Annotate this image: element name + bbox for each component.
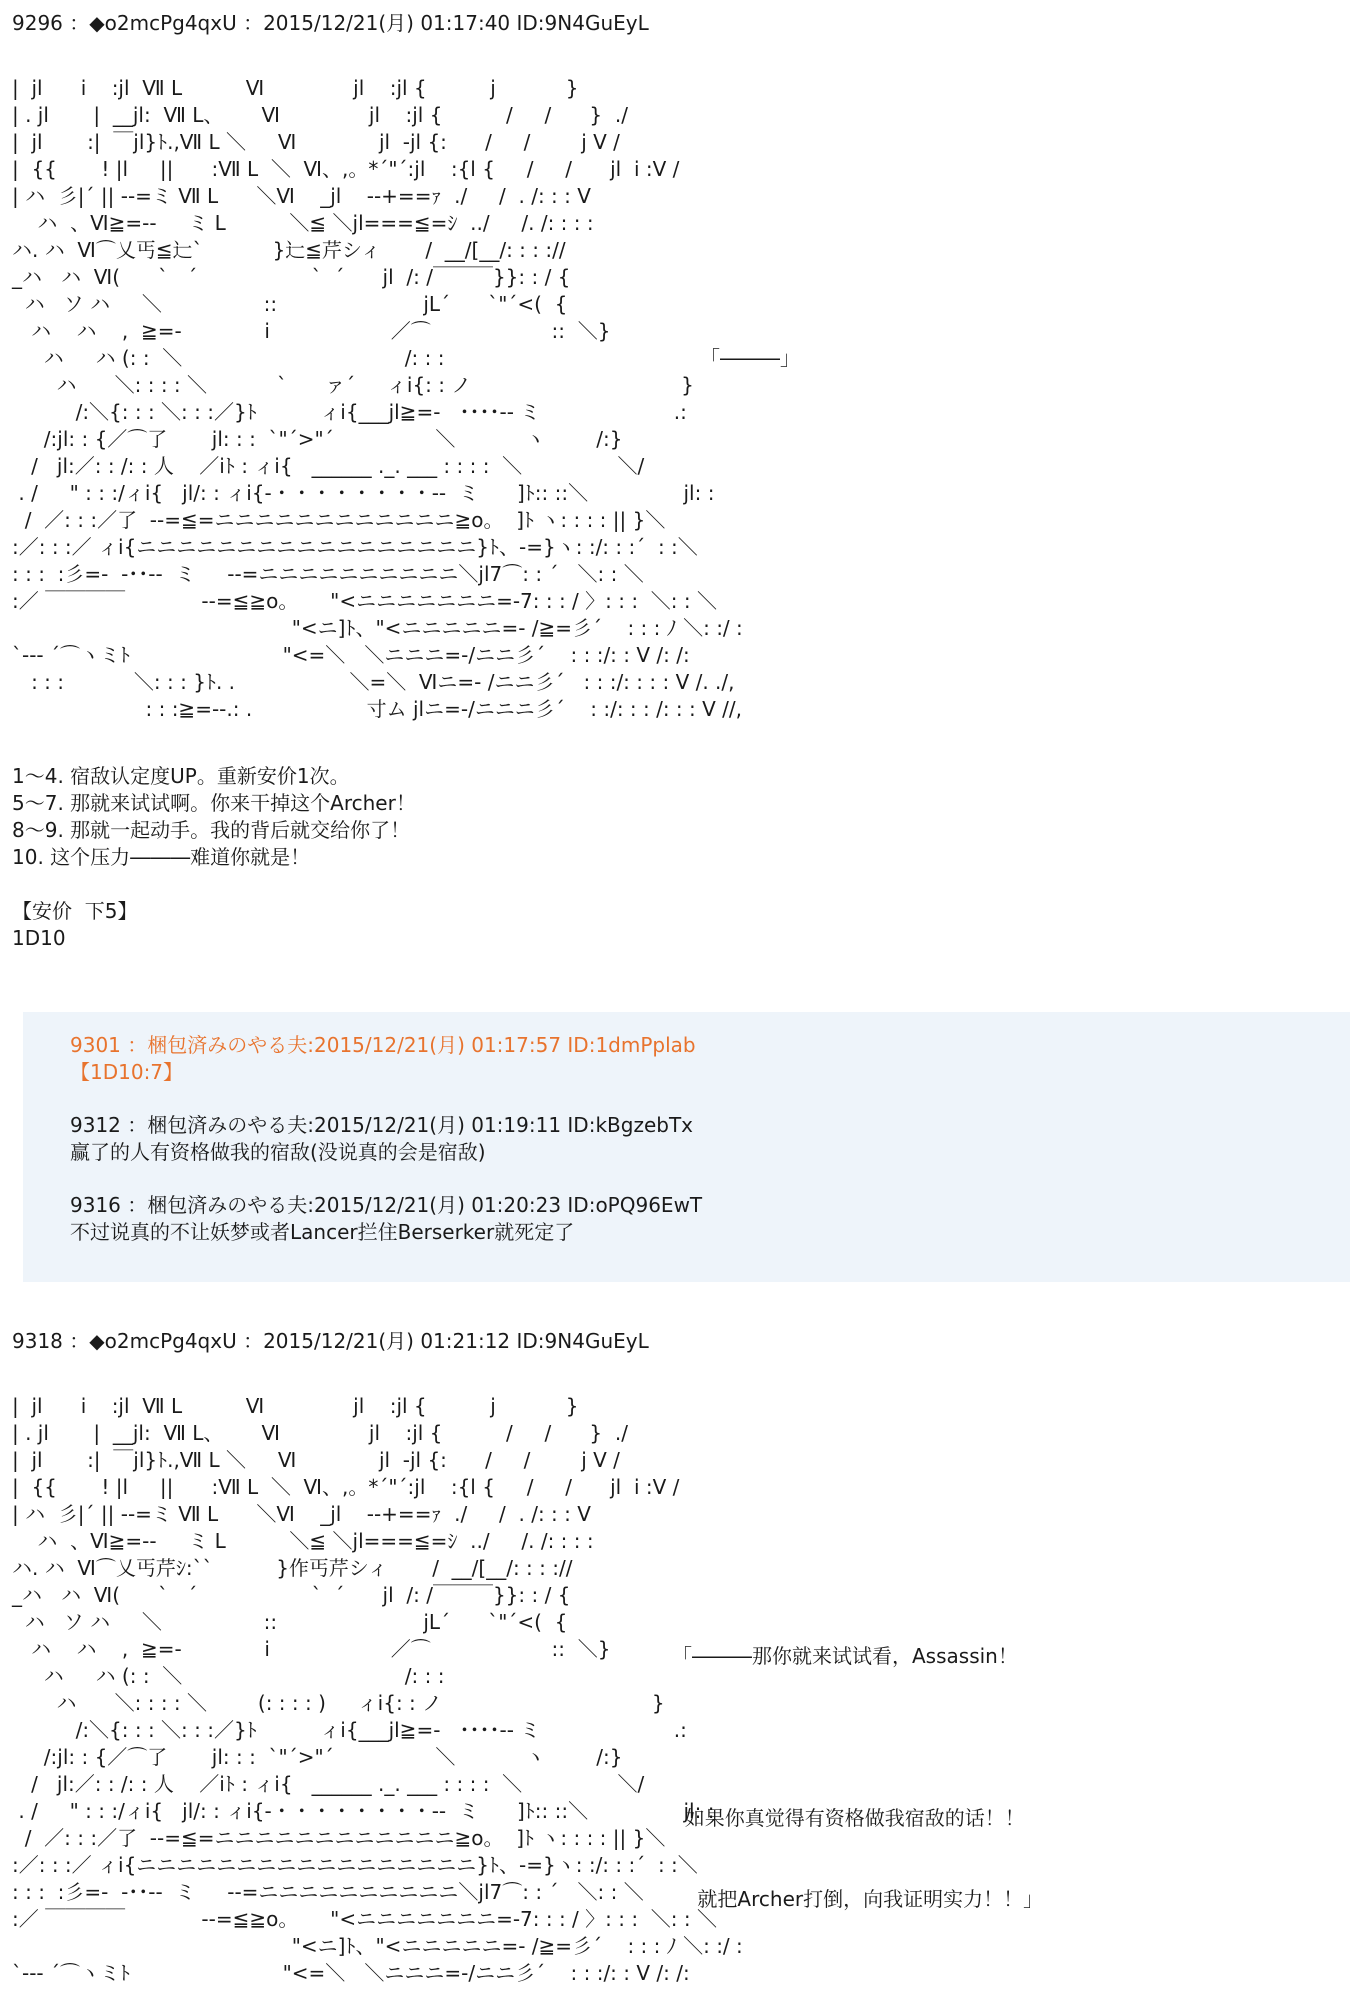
choice-list <box>12 763 1342 871</box>
anchor-note <box>12 898 1342 952</box>
reply-header: 9316 ：梱包済みのやる夫:2015/12/21(月) 01:20:23 ID:oPQ96EwT <box>70 1193 703 1217</box>
dice-label: 1D10 <box>12 926 66 950</box>
dialog-line <box>672 1724 1043 1751</box>
reply-body: 不过说真的不让妖梦或者Lancer拦住Berserker就死定了 <box>70 1220 575 1244</box>
ascii-art-block <box>12 75 1342 723</box>
dialog-line: 就把Archer打倒，向我证明实力！！」 <box>672 1887 1044 1911</box>
reply-header: 9312 ：梱包済みのやる夫:2015/12/21(月) 01:19:11 ID:kBgzebTx <box>70 1113 693 1137</box>
choice-item: 10. 这个压力―――难道你就是！ <box>12 845 311 869</box>
choice-item: 8～9. 那就一起动手。我的背后就交给你了！ <box>12 818 411 842</box>
reply-body: 【1D10:7】 <box>70 1060 184 1084</box>
ascii-art: | jl i :jl Ⅶ L Ⅵ jl :jl { j } | . jl | __jl: Ⅶ L、 Ⅵ jl :jl { / / } ./ | jl :| ￣jl}ﾄ.,Ⅶ L ＼ Ⅵ jl -jl {: / / j Ⅴ / | {{ ! |l || :Ⅶ L ＼ Ⅵ、,。*´"´:jl :{l { / / jl i :Ⅴ / | ハ 彡|´ || --=ミ Ⅶ L ＼Ⅵ _jl --+==ｧ ./ / . /: : : Ⅴ ハ 、Ⅵ≧=-- ミ L ＼≦ ＼jl===≦=ｼ ../ /. /: : : : ハ. ハ Ⅵ⌒乂丐芹ｼ:`` }作丐芹シィ / __/[__/: : : :// _ハ ハ Ⅵ( ` ´ ` ´ jl /: /￣￣￣}}: : / { ハ ソ ハ ＼ :: jL´ `"´<( { ハ ハ , ≧=- i ／⌒ :: ＼} ハ ハ (: : ＼ /: : : ハ ＼: : : : ＼ (: : : : ) ィi{: : ノ } /:＼{: : : ＼: : :／}ﾄ ィi{___jl≧=- ････-- ミ .: /:jl: : {／⌒了 jl: : : `"´>"´ ＼ ヽ /:} / jl:／: : /: : 人 ／iﾄ : ィi{ ______ ._. ___ : : : : ＼ ＼/ . / " : : :/ィi{ jl/: : ィi{-・・・・・・・・-- ミ ]ﾄ:: ::＼ jl: : / ／: : :／了 --=≦=ニニニニニニニニニニニニ≧o。 ]ﾄ ヽ: : : : || }＼ :／: : :／ ィi{ニニニニニニニニニニニニニニニニニ}ﾄ、-=}ヽ: :/: : :´ : :＼ : : : :彡=- -･･-- ミ --=ニニニニニニニニニニ＼jl7⌒: : ´ ＼: : ＼ :／ ￣￣￣￣ --=≦≧o。 "<ニニニニニニニ=-7: : : / 〉: : : ＼: : ＼ "<ニ]ﾄ、"<ニニニニニ=- /≧=彡´ : : : ﾉ ＼: :/ : `--- ´⌒ヽミﾄ "<=＼ ＼ニニニ=-/ニニ彡´ : : :/: : Ⅴ /: /: <box>12 1394 743 1985</box>
post-9318 <box>12 1328 1342 1987</box>
reply-9312 <box>70 1112 1330 1166</box>
reply-list <box>70 1032 1330 1272</box>
post-header: 9296 ：◆o2mcPg4qxU ：2015/12/21(月) 01:17:40 ID:9N4GuEyL <box>12 11 649 35</box>
anchor-label: 【安价 下5】 <box>12 899 138 923</box>
reply-header: 9301 ：梱包済みのやる夫:2015/12/21(月) 01:17:57 ID:1dmPplab <box>70 1033 696 1057</box>
dialog-line: 「―――那你就来试试看，Assassin！ <box>672 1644 1018 1668</box>
reply-body: 赢了的人有资格做我的宿敌(没说真的会是宿敌) <box>70 1140 486 1164</box>
dialog-line: 如果你真觉得有资格做我宿敌的话！！ <box>672 1806 1025 1830</box>
reply-box <box>23 1012 1350 1282</box>
post-9296 <box>12 10 1342 952</box>
reply-9301 <box>70 1032 1330 1086</box>
choice-item: 1～4. 宿敌认定度UP。重新安价1次。 <box>12 764 350 788</box>
ascii-art: | jl i :jl Ⅶ L Ⅵ jl :jl { j } | . jl | __jl: Ⅶ L、 Ⅵ jl :jl { / / } ./ | jl :| ￣jl}ﾄ.,Ⅶ L ＼ Ⅵ jl -jl {: / / j Ⅴ / | {{ ! |l || :Ⅶ L ＼ Ⅵ、,。*´"´:jl :{l { / / jl i :Ⅴ / | ハ 彡|´ || --=ミ Ⅶ L ＼Ⅵ _jl --+==ｧ ./ / . /: : : Ⅴ ハ 、Ⅵ≧=-- ミ L ＼≦ ＼jl===≦=ｼ ../ /. /: : : : ハ. ハ Ⅵ⌒乂丐≦辷` }辷≦芹シィ / __/[__/: : : :// _ハ ハ Ⅵ( ` ´ ` ´ jl /: /￣￣￣}}: : / { ハ ソ ハ ＼ :: jL´ `"´<( { ハ ハ , ≧=- i ／⌒ :: ＼} ハ ハ (: : ＼ /: : : ハ ＼: : : : ＼ ` ァ´ ィi{: : ノ } /:＼{: : : ＼: : :／}ﾄ ィi{___jl≧=- ････-- ミ .: /:jl: : {／⌒了 jl: : : `"´>"´ ＼ ヽ /:} / jl:／: : /: : 人 ／iﾄ : ィi{ ______ ._. ___ : : : : ＼ ＼/ . / " : : :/ィi{ jl/: : ィi{-・・・・・・・・-- ミ ]ﾄ:: ::＼ jl: : / ／: : :／了 --=≦=ニニニニニニニニニニニニ≧o。 ]ﾄ ヽ: : : : || }＼ :／: : :／ ィi{ニニニニニニニニニニニニニニニニニ}ﾄ、-=}ヽ: :/: : :´ : :＼ : : : :彡=- -･･-- ミ --=ニニニニニニニニニニ＼jl7⌒: : ´ ＼: : ＼ :／ ￣￣￣￣ --=≦≧o。 "<ニニニニニニニ=-7: : : / 〉: : : ＼: : ＼ "<ニ]ﾄ、"<ニニニニニ=- /≧=彡´ : : : ﾉ ＼: :/ : `--- ´⌒ヽミﾄ "<=＼ ＼ニニニ=-/ニニ彡´ : : :/: : Ⅴ /: /: : : : ＼: : : }ﾄ. . ＼=＼ Ⅵニ=- /ニニ彡´ : : :/: : : : Ⅴ /. ./, : : :≧=--.: . 寸ム jlニ=-/ニニニ彡´ : :/: : : /: : : Ⅴ //, <box>12 76 743 721</box>
post-header: 9318 ：◆o2mcPg4qxU ：2015/12/21(月) 01:21:12 ID:9N4GuEyL <box>12 1329 649 1353</box>
speech-bubble <box>672 1589 1043 1967</box>
speech-bubble <box>700 291 800 426</box>
choice-item: 5～7. 那就来试试啊。你来干掉这个Archer！ <box>12 791 416 815</box>
dialog-line: 「―――」 <box>700 346 800 370</box>
reply-9316 <box>70 1192 1330 1246</box>
ascii-art-block <box>12 1393 1342 1987</box>
